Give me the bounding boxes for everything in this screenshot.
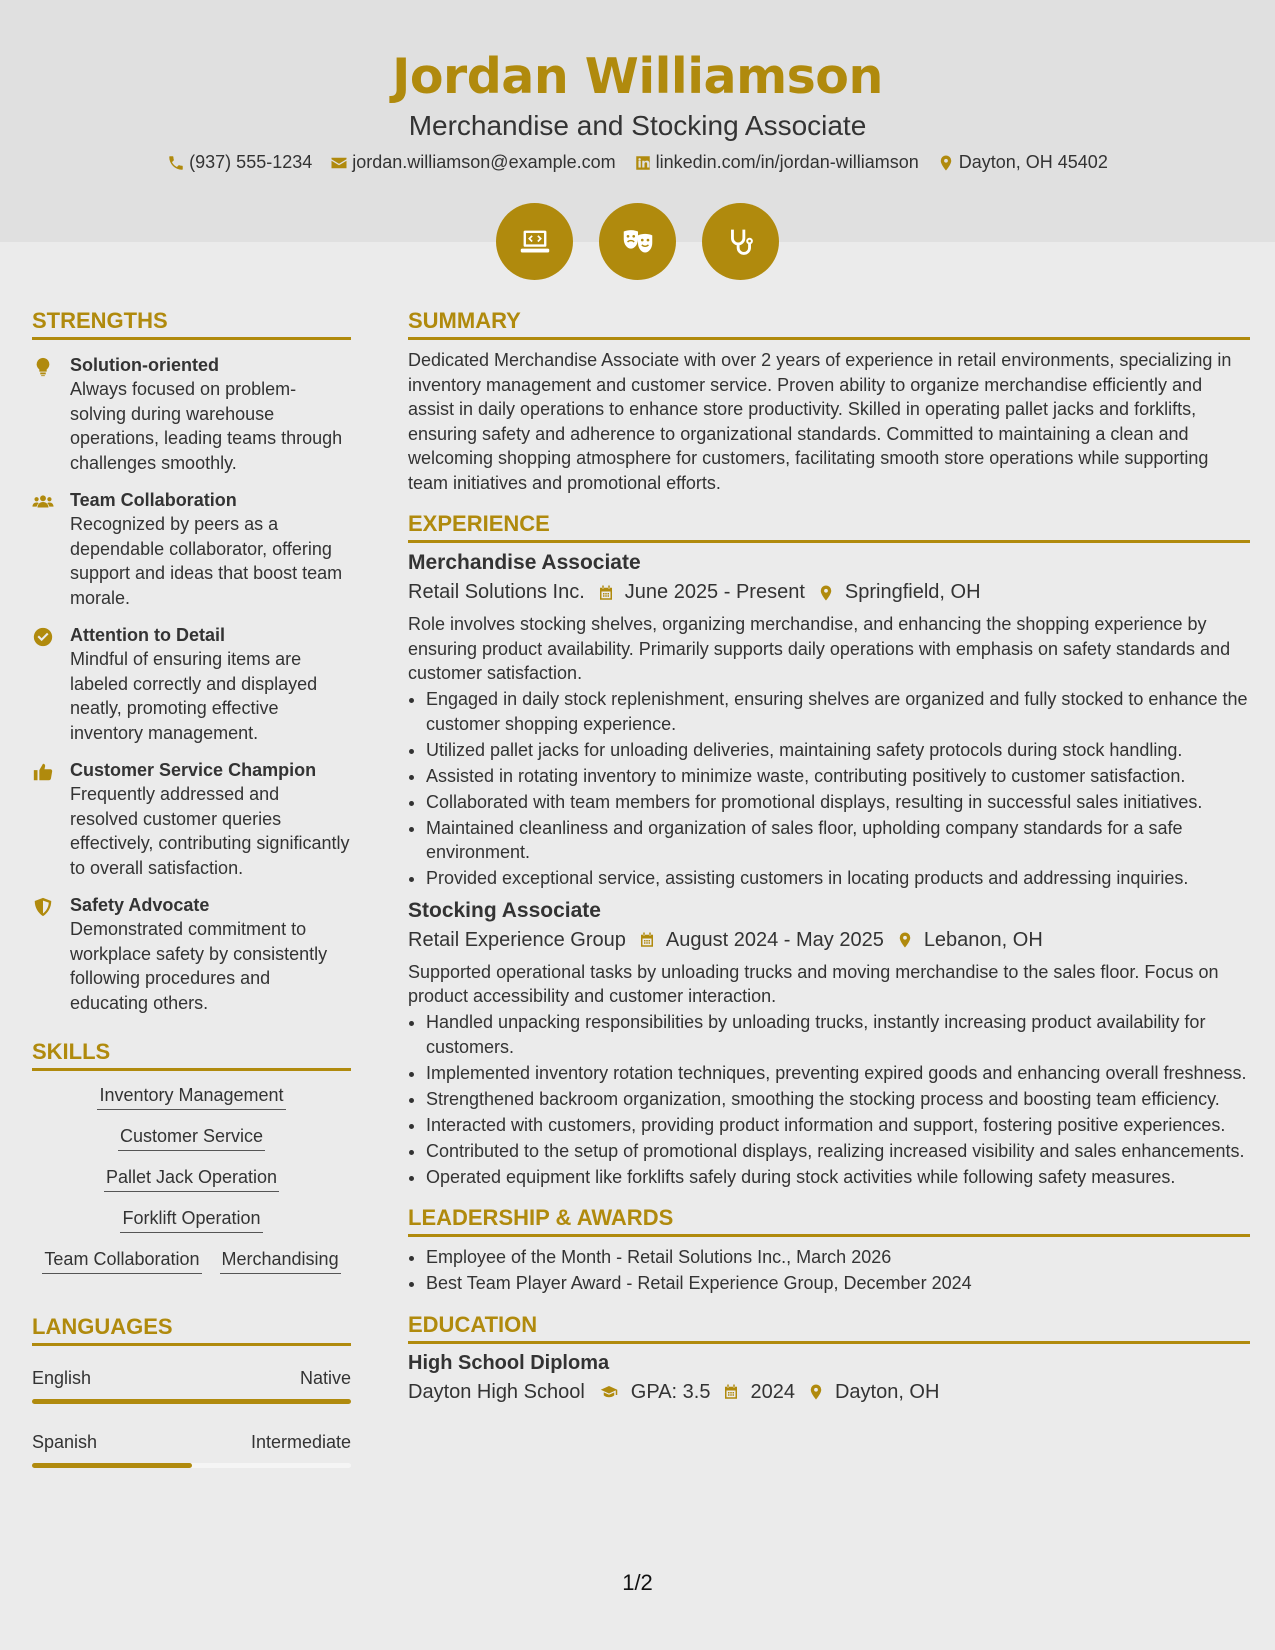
strength-title: Safety Advocate bbox=[70, 895, 210, 915]
map-marker-icon bbox=[896, 931, 914, 949]
map-marker-icon bbox=[817, 584, 835, 602]
job-title: Merchandise Associate bbox=[408, 551, 641, 574]
stethoscope-icon bbox=[702, 203, 779, 280]
job-company: Retail Experience Group bbox=[408, 928, 626, 951]
list-item: • Engaged in daily stock replenishment, ensuring shelves are organized and fully stocked to enhance the customer shopping experience. bbox=[426, 687, 1250, 736]
skill-tag: Customer Service bbox=[118, 1126, 265, 1151]
language-bar-fill bbox=[32, 1399, 351, 1404]
summary-heading: SUMMARY bbox=[408, 308, 1250, 340]
education-heading: EDUCATION bbox=[408, 1312, 1250, 1344]
language-level: Intermediate bbox=[250, 1432, 351, 1452]
strength-item bbox=[32, 354, 351, 475]
strength-desc: Mindful of ensuring items are labeled correctly and displayed neatly, promoting effective inventory management. bbox=[70, 649, 318, 743]
contact-location bbox=[937, 152, 1108, 173]
job-entry bbox=[408, 551, 1250, 891]
strength-desc: Recognized by peers as a dependable collaborator, offering support and ideas that boost team morale. bbox=[70, 514, 343, 608]
strength-item bbox=[32, 624, 351, 745]
education-year: 2024 bbox=[750, 1380, 795, 1403]
list-item: • Utilized pallet jacks for unloading deliveries, maintaining safety protocols during stock handling. bbox=[426, 738, 1250, 763]
job-description: Supported operational tasks by unloading trucks and moving merchandise to the sales floor. Focus on product accessibility and customer interaction. bbox=[408, 961, 1219, 1006]
awards-list bbox=[426, 1245, 1250, 1296]
list-item: • Provided exceptional service, assisting customers in locating products and addressing inquiries. bbox=[426, 866, 1250, 891]
language-item bbox=[32, 1368, 351, 1404]
list-item: • Handled unpacking responsibilities by unloading trucks, instantly increasing product availability for customers. bbox=[426, 1010, 1250, 1059]
education-meta bbox=[408, 1381, 1250, 1404]
contact-bar bbox=[0, 152, 1275, 173]
hobby-icons bbox=[0, 203, 1275, 280]
education-degree: High School Diploma bbox=[408, 1351, 610, 1374]
skills-list bbox=[32, 1071, 351, 1274]
list-item: • Maintained cleanliness and organization of sales floor, upholding company standards for a safe environment. bbox=[426, 816, 1250, 865]
contact-email[interactable] bbox=[330, 152, 615, 173]
job-title: Stocking Associate bbox=[408, 898, 601, 922]
skill-tag: Inventory Management bbox=[97, 1085, 285, 1110]
left-column bbox=[32, 308, 351, 1468]
job-location: Lebanon, OH bbox=[923, 928, 1043, 951]
list-item: • Interacted with customers, providing product information and support, fostering positive experiences. bbox=[426, 1113, 1250, 1138]
phone-icon bbox=[167, 154, 185, 172]
location-text: Dayton, OH 45402 bbox=[958, 152, 1108, 172]
page-number: 1/2 bbox=[622, 1570, 653, 1595]
strength-desc: Frequently addressed and resolved customer queries effectively, contributing significantly to overall satisfaction. bbox=[70, 784, 350, 878]
theater-masks-icon bbox=[599, 203, 676, 280]
skill-tag: Team Collaboration bbox=[42, 1249, 201, 1274]
map-marker-icon bbox=[937, 154, 955, 172]
strength-item bbox=[32, 894, 351, 1015]
list-item: • Contributed to the setup of promotional displays, realizing increased visibility and sales enhancements. bbox=[426, 1139, 1250, 1164]
right-column bbox=[408, 308, 1250, 1404]
skill-tag: Forklift Operation bbox=[120, 1208, 262, 1233]
envelope-icon bbox=[330, 154, 348, 172]
strength-desc: Always focused on problem-solving during warehouse operations, leading teams through challenges smoothly. bbox=[70, 379, 343, 473]
job-location: Springfield, OH bbox=[844, 581, 981, 603]
education-gpa: GPA: 3.5 bbox=[630, 1380, 711, 1403]
language-bar bbox=[32, 1463, 351, 1468]
education-location: Dayton, OH bbox=[834, 1380, 940, 1403]
language-name: English bbox=[32, 1368, 92, 1388]
list-item: • Assisted in rotating inventory to minimize waste, contributing positively to customer satisfaction. bbox=[426, 764, 1250, 789]
language-bar bbox=[32, 1399, 351, 1404]
experience-heading: EXPERIENCE bbox=[408, 511, 1250, 543]
map-marker-icon bbox=[807, 1383, 825, 1401]
shield-icon bbox=[32, 896, 54, 918]
strength-title: Customer Service Champion bbox=[70, 760, 317, 780]
education-school: Dayton High School bbox=[408, 1380, 585, 1403]
list-item: • Best Team Player Award - Retail Experience Group, December 2024 bbox=[426, 1271, 1250, 1296]
list-item: • Collaborated with team members for promotional displays, resulting in successful sales initiatives. bbox=[426, 790, 1250, 815]
skill-tag: Pallet Jack Operation bbox=[104, 1167, 279, 1192]
lightbulb-icon bbox=[32, 356, 54, 378]
phone-text: (937) 555-1234 bbox=[189, 152, 313, 172]
awards-heading: LEADERSHIP & AWARDS bbox=[408, 1205, 1250, 1237]
summary-text: Dedicated Merchandise Associate with over 2 years of experience in retail environments, specializing in inventory management and customer service. Proven ability to organize merchandise efficiently and assist in daily operations to enhance store productivity. Skilled in operating pallet jacks and forklifts, ensuring safety and adherence to organizational standards. Committed to maintaining a clean and welcoming shopping atmosphere for customers, facilitating smooth store operations while supporting team initiatives and promotional efforts. bbox=[408, 350, 1232, 493]
list-item: • Operated equipment like forklifts safely during stock activities while following safety measures. bbox=[426, 1165, 1250, 1190]
linkedin-text: linkedin.com/in/jordan-williamson bbox=[655, 152, 919, 172]
graduation-cap-icon bbox=[597, 1383, 621, 1401]
strength-title: Team Collaboration bbox=[70, 490, 237, 510]
languages-heading: LANGUAGES bbox=[32, 1314, 351, 1346]
users-icon bbox=[32, 491, 54, 513]
job-company: Retail Solutions Inc. bbox=[408, 581, 585, 603]
job-entry bbox=[408, 899, 1250, 1190]
calendar-icon bbox=[638, 931, 656, 949]
list-item: • Implemented inventory rotation techniques, preventing expired goods and enhancing overall freshness. bbox=[426, 1061, 1250, 1086]
thumbs-up-icon bbox=[32, 761, 54, 783]
email-text: jordan.williamson@example.com bbox=[352, 152, 616, 172]
language-name: Spanish bbox=[32, 1432, 98, 1452]
skill-tag: Merchandising bbox=[220, 1249, 341, 1274]
contact-phone[interactable] bbox=[167, 152, 312, 173]
job-meta bbox=[408, 929, 1250, 952]
list-item: • Employee of the Month - Retail Solutions Inc., March 2026 bbox=[426, 1245, 1250, 1270]
check-circle-icon bbox=[32, 626, 54, 648]
job-dates: August 2024 - May 2025 bbox=[665, 928, 884, 951]
strength-item bbox=[32, 759, 351, 880]
strength-title: Solution-oriented bbox=[70, 355, 219, 375]
candidate-name: Jordan Williamson bbox=[392, 48, 883, 105]
calendar-icon bbox=[597, 584, 615, 602]
job-bullets bbox=[426, 687, 1250, 891]
job-description: Role involves stocking shelves, organizing merchandise, and enhancing the shopping experience by ensuring product availability. Primarily supports daily operations with emphasis on safety standards and customer satisfaction. bbox=[408, 614, 1231, 683]
contact-linkedin[interactable] bbox=[634, 152, 919, 173]
language-bar-fill bbox=[32, 1463, 192, 1468]
laptop-code-icon bbox=[496, 203, 573, 280]
skills-heading: SKILLS bbox=[32, 1039, 351, 1071]
job-bullets bbox=[426, 1010, 1250, 1189]
strengths-heading: STRENGTHS bbox=[32, 308, 351, 340]
job-dates: June 2025 - Present bbox=[624, 581, 805, 603]
strength-title: Attention to Detail bbox=[70, 625, 225, 645]
language-item bbox=[32, 1432, 351, 1468]
strength-item bbox=[32, 489, 351, 610]
calendar-icon bbox=[722, 1383, 740, 1401]
candidate-title: Merchandise and Stocking Associate bbox=[408, 110, 867, 141]
strength-desc: Demonstrated commitment to workplace safety by consistently following procedures and educating others. bbox=[70, 919, 328, 1013]
linkedin-icon bbox=[634, 154, 652, 172]
language-level: Native bbox=[299, 1368, 351, 1388]
list-item: • Strengthened backroom organization, smoothing the stocking process and boosting team efficiency. bbox=[426, 1087, 1250, 1112]
job-meta bbox=[408, 581, 1250, 604]
